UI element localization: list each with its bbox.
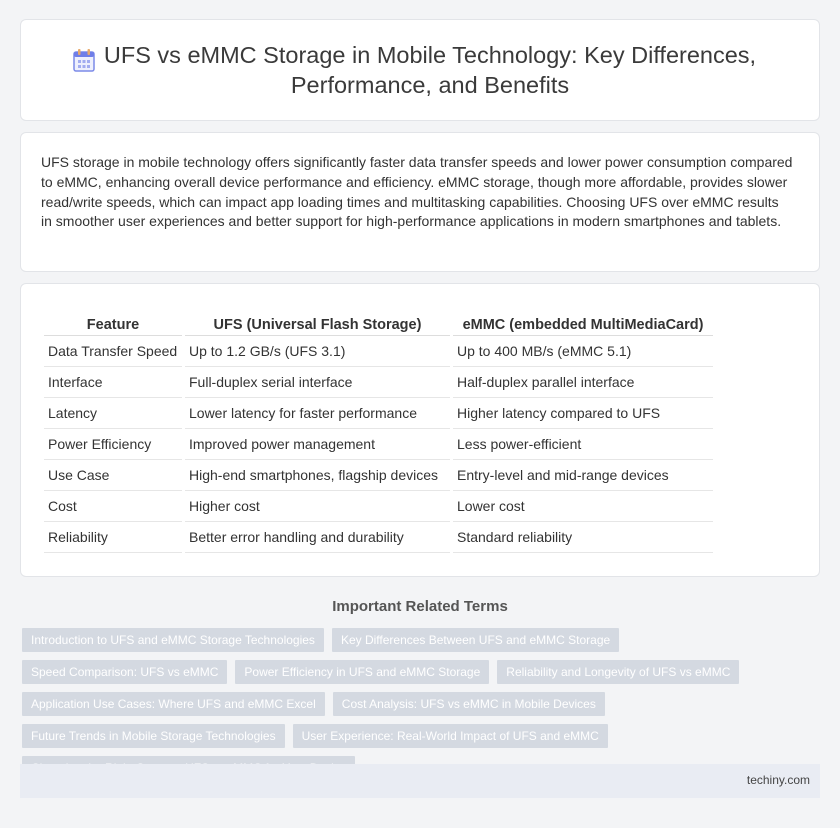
header-card xyxy=(20,19,820,121)
footer xyxy=(20,764,820,798)
table-row xyxy=(44,367,713,398)
emmc-cell: Up to 400 MB/s (eMMC 5.1) xyxy=(453,336,713,367)
footer-site-link[interactable]: techiny.com xyxy=(746,773,810,787)
emmc-cell: Less power-efficient xyxy=(453,429,713,460)
emmc-cell: Higher latency compared to UFS xyxy=(453,398,713,429)
ufs-cell: Up to 1.2 GB/s (UFS 3.1) xyxy=(185,336,450,367)
feature-cell: Use Case xyxy=(44,460,182,491)
feature-cell: Power Efficiency xyxy=(44,429,182,460)
emmc-cell: Standard reliability xyxy=(453,522,713,553)
related-term-link[interactable]: Future Trends in Mobile Storage Technologies xyxy=(22,724,285,748)
column-header-ufs: UFS (Universal Flash Storage) xyxy=(185,314,450,336)
feature-cell: Cost xyxy=(44,491,182,522)
emmc-cell: Lower cost xyxy=(453,491,713,522)
table-row xyxy=(44,429,713,460)
intro-card xyxy=(20,132,820,272)
feature-cell: Latency xyxy=(44,398,182,429)
related-term-link[interactable]: Power Efficiency in UFS and eMMC Storage xyxy=(235,660,489,684)
table-row xyxy=(44,336,713,367)
related-term-link[interactable]: User Experience: Real-World Impact of UFS and eMMC xyxy=(293,724,608,748)
ufs-cell: Lower latency for faster performance xyxy=(185,398,450,429)
feature-cell: Reliability xyxy=(44,522,182,553)
column-header-emmc: eMMC (embedded MultiMediaCard) xyxy=(453,314,713,336)
ufs-cell: Higher cost xyxy=(185,491,450,522)
related-term-link[interactable]: Application Use Cases: Where UFS and eMMC Excel xyxy=(22,692,325,716)
feature-cell: Data Transfer Speed xyxy=(44,336,182,367)
intro-paragraph: UFS storage in mobile technology offers significantly faster data transfer speeds and lower power consumption compared to eMMC, enhancing overall device performance and efficiency. eMMC storage, though more affordable, provides slower read/write speeds, which can impact app loading times and multitasking capabilities. Choosing UFS over eMMC results in smoother user experiences and better support for high-performance applications in modern smartphones and tablets. xyxy=(41,154,793,230)
table-row xyxy=(44,522,713,553)
page-title: UFS vs eMMC Storage in Mobile Technology: Key Differences, Performance, and Benefits xyxy=(103,42,757,98)
ufs-cell: Improved power management xyxy=(185,429,450,460)
table-row xyxy=(44,398,713,429)
related-term-link[interactable]: Introduction to UFS and eMMC Storage Technologies xyxy=(22,628,324,652)
comparison-table xyxy=(41,314,716,553)
related-term-link[interactable]: Key Differences Between UFS and eMMC Storage xyxy=(332,628,619,652)
ufs-cell: High-end smartphones, flagship devices xyxy=(185,460,450,491)
table-row xyxy=(44,460,713,491)
ufs-cell: Better error handling and durability xyxy=(185,522,450,553)
emmc-cell: Half-duplex parallel interface xyxy=(453,367,713,398)
feature-cell: Interface xyxy=(44,367,182,398)
related-term-link[interactable]: Reliability and Longevity of UFS vs eMMC xyxy=(497,660,739,684)
column-header-feature: Feature xyxy=(44,314,182,336)
related-terms-heading: Important Related Terms xyxy=(332,598,508,615)
related-term-link[interactable]: Speed Comparison: UFS vs eMMC xyxy=(22,660,227,684)
table-header-row xyxy=(44,314,713,336)
ufs-cell: Full-duplex serial interface xyxy=(185,367,450,398)
emmc-cell: Entry-level and mid-range devices xyxy=(453,460,713,491)
related-term-link[interactable]: Cost Analysis: UFS vs eMMC in Mobile Devices xyxy=(333,692,605,716)
table-row xyxy=(44,491,713,522)
related-terms-list xyxy=(22,628,818,780)
